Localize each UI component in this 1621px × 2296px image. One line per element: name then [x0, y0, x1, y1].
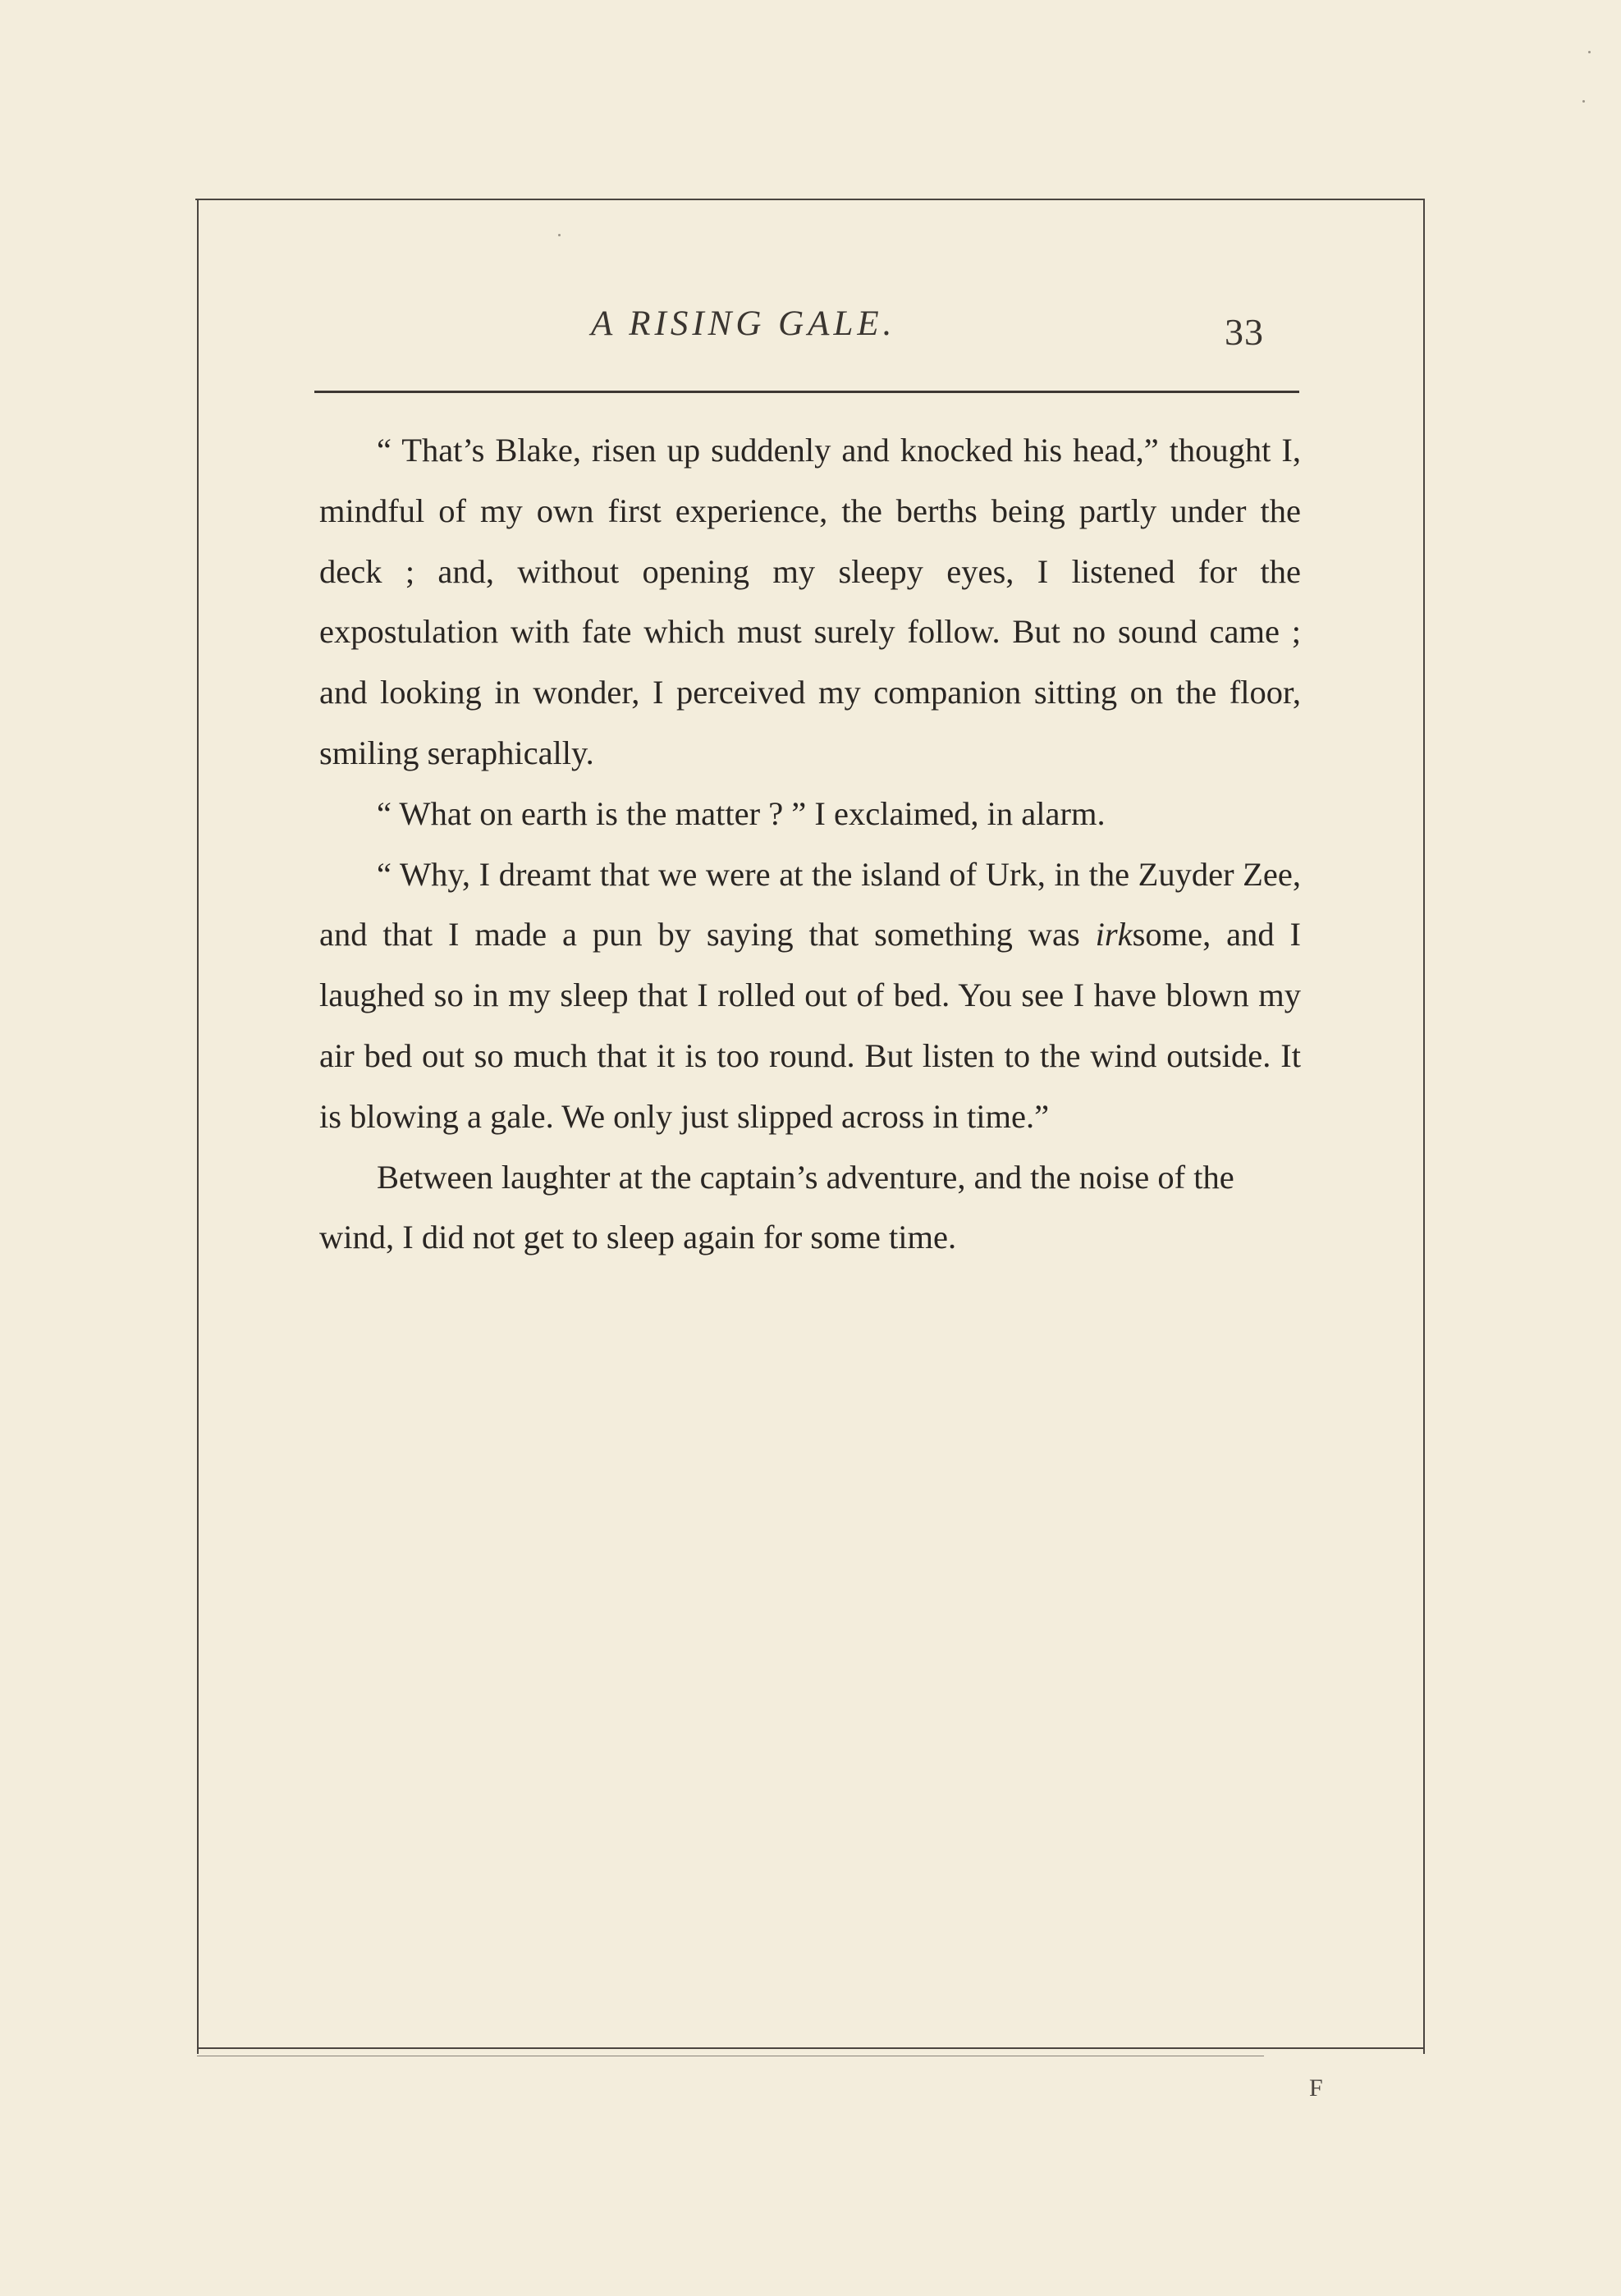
frame-bottom-rule — [197, 2047, 1425, 2049]
paragraph: “ What on earth is the matter ? ” I exclaimed, in alarm. — [377, 794, 1106, 832]
frame-left-rule — [197, 199, 199, 2054]
frame-right-rule — [1423, 199, 1425, 2054]
paper-speck — [1588, 51, 1591, 53]
header-rule — [314, 391, 1299, 393]
paragraph: “ That’s Blake, risen up suddenly and knocked his head,” thought I, mindful of my own first experience, the berths being partly under the deck ; and, without opening my sleepy eyes, I listened for the expostulation with fate which must surely follow. But no sound came ; and looking in wonder, I perceived my companion sitting on the floor, smiling seraphically. — [319, 432, 1301, 771]
body-text — [319, 420, 1301, 1268]
paper-speck — [558, 234, 561, 236]
signature-mark: F — [1309, 2074, 1325, 2102]
italic-emphasis: irk — [1095, 916, 1133, 954]
paper-speck — [1582, 100, 1585, 103]
paragraph: “ Why, I dreamt that we were at the island of Urk, in the Zuyder Zee, and that I made a pun by saying that something was irksome, and I laughed so in my sleep that I rolled out of bed. You see I have blown my air bed out so much that it is too round. But listen to the wind outside. It is blowing a gale. We only just slipped across in time.” — [319, 855, 1302, 1135]
frame-top-rule — [195, 199, 1425, 200]
running-head: A RISING GALE. — [591, 304, 896, 343]
page-number: 33 — [1225, 311, 1264, 353]
paragraph: Between laughter at the captain’s adventure, and the noise of the wind, I did not get to sleep again for some time. — [319, 1158, 1234, 1256]
